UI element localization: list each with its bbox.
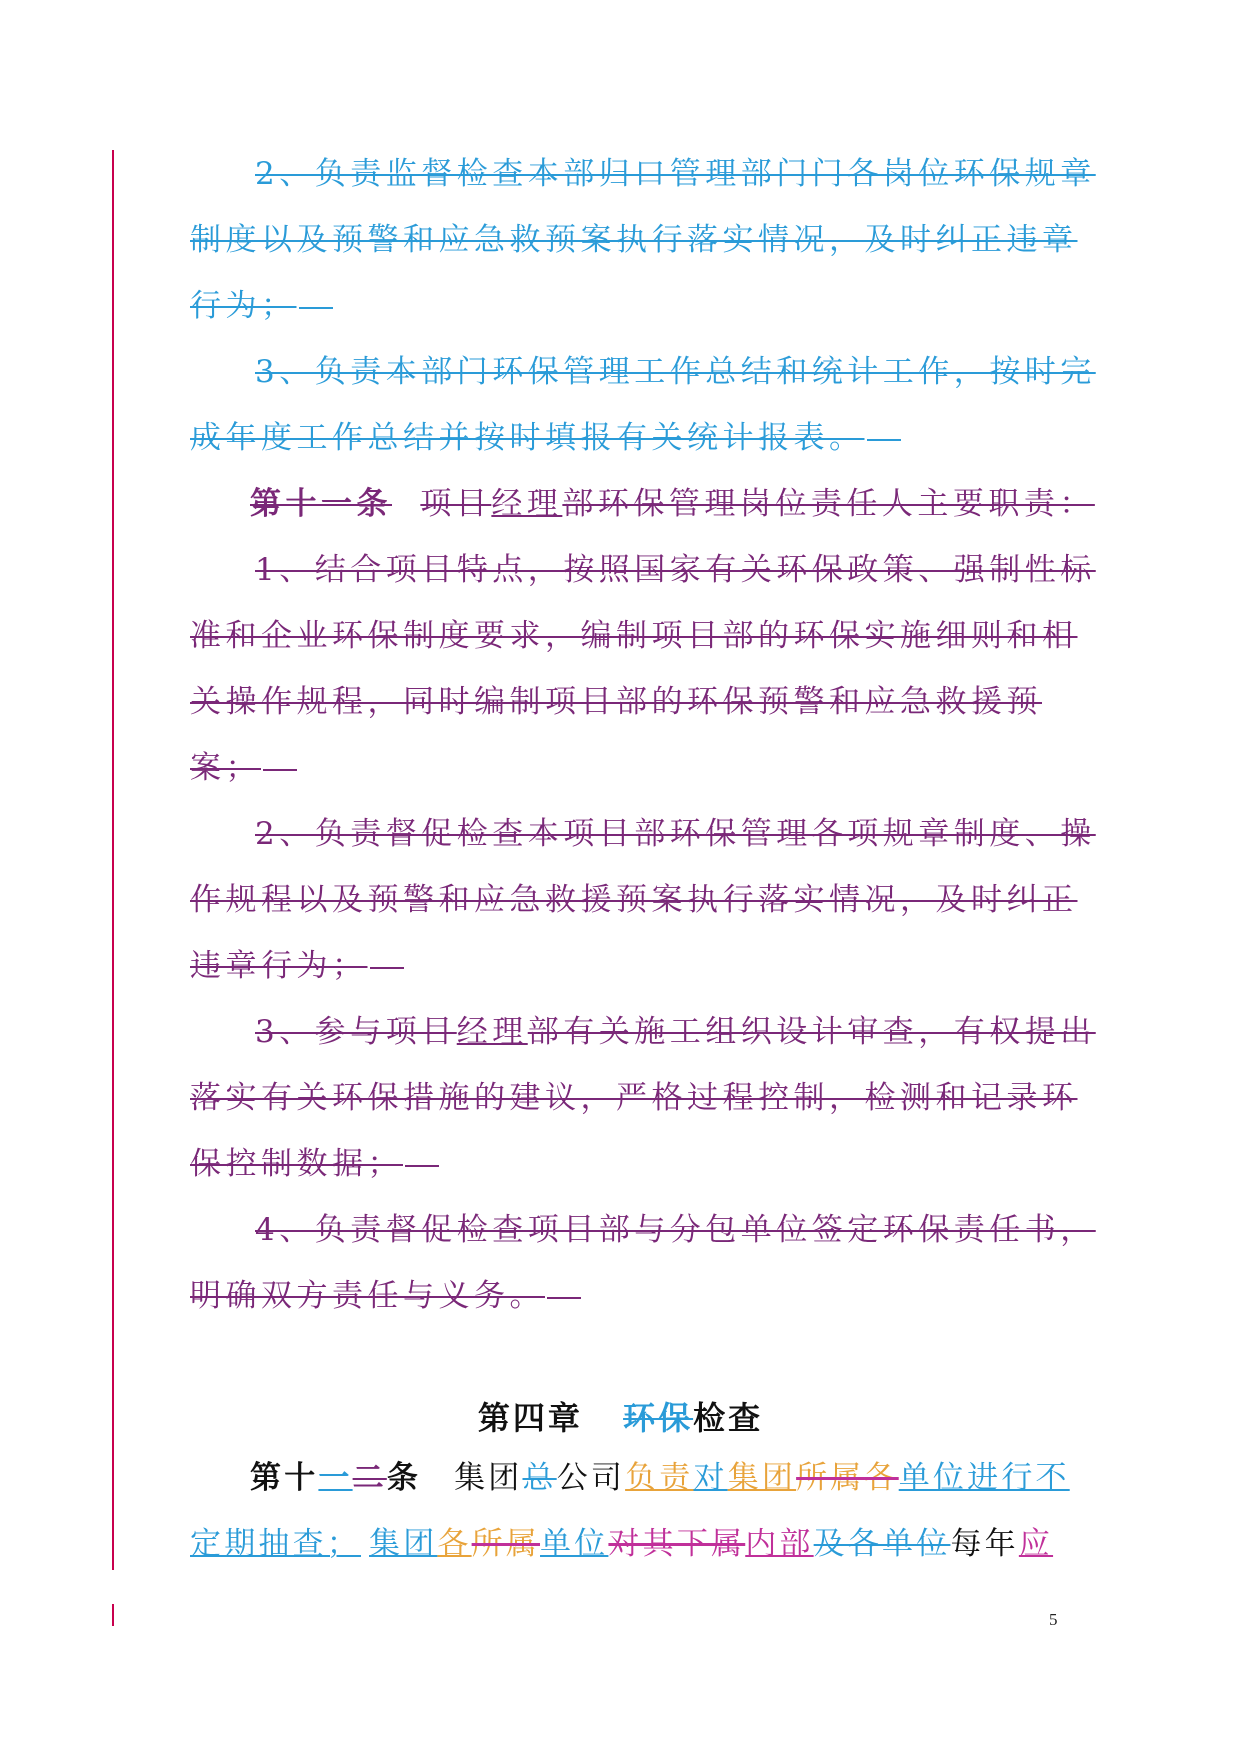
text-span: 一: [318, 1460, 353, 1496]
text-span: 单位: [540, 1526, 609, 1562]
text-span: 作规程以及预警和应急救援预案执行落实情况，及时纠正: [190, 882, 1078, 918]
text-line: [190, 1076, 1078, 1120]
text-line: [255, 548, 1096, 592]
text-line: [190, 680, 1042, 724]
text-span: 项目: [420, 486, 492, 522]
article-11-heading: [250, 482, 1095, 526]
text-span: 案；: [190, 750, 261, 786]
text-span: 公司: [556, 1460, 626, 1496]
text-span: 内部: [745, 1526, 814, 1562]
text-span: 经理: [491, 486, 563, 522]
text-span: 成年度工作总结并按时填报有关统计报表。: [190, 420, 865, 456]
article-number: 第十一条: [250, 486, 392, 522]
text-span: 落实有关环保措施的建议，严格过程控制，检测和记录环: [190, 1080, 1078, 1116]
text-span: 经理: [456, 1014, 528, 1050]
text-span: 制度以及预警和应急救预案执行落实情况，及时纠正违章: [190, 222, 1078, 258]
text-line: [190, 1274, 581, 1318]
text-span: 及各单位: [813, 1526, 951, 1562]
revision-bar: [112, 150, 114, 1570]
text-line: [190, 284, 333, 328]
text-span: 行为；: [190, 288, 297, 324]
text-span: 部环保管理岗位责任人主要职责：: [562, 486, 1095, 522]
text-line: [190, 218, 1078, 262]
text-line: [255, 152, 1096, 196]
text-span: 所属: [796, 1460, 865, 1496]
text-span: 每年: [950, 1526, 1019, 1562]
text-span: 明确双方责任与义务。: [190, 1278, 545, 1314]
text-span: 单位进行不: [898, 1460, 1070, 1496]
text-span: 集团: [727, 1460, 797, 1496]
text-span: 二: [352, 1460, 387, 1496]
strike-tail: [299, 307, 333, 309]
text-span: 应: [1018, 1526, 1054, 1562]
text-span: 第十: [250, 1460, 319, 1496]
strike-tail: [370, 967, 404, 969]
text-span: 违章行为；: [190, 948, 368, 984]
text-span: 准和企业环保制度要求，编制项目部的环保实施细则和相: [190, 618, 1078, 654]
text-span: 总: [522, 1460, 557, 1496]
text-span: 保控制数据；: [190, 1146, 403, 1182]
text-span: 2、负责监督检查本部归口管理部门门各岗位环保规章: [255, 156, 1096, 192]
text-line: [190, 614, 1078, 658]
text-span: 负责: [625, 1460, 694, 1496]
strike-tail: [867, 439, 901, 441]
text-span: 2、负责督促检查本项目部环保管理各项规章制度、操: [255, 816, 1096, 852]
text-span: 集团: [369, 1526, 438, 1562]
text-span: 1、结合项目特点，按照国家有关环保政策、强制性标: [255, 552, 1096, 588]
article-12-line-2: [190, 1522, 1053, 1566]
text-span: 3、参与项目: [255, 1014, 457, 1050]
strike-tail: [263, 769, 297, 771]
article-12-line-1: [250, 1456, 1070, 1500]
chapter-title-deleted: 环保: [623, 1399, 694, 1437]
revision-bar-footer: [112, 1604, 114, 1626]
text-span: 条: [386, 1460, 422, 1496]
text-line: [255, 812, 1096, 856]
text-span: 4、负责督促检查项目部与分包单位签定环保责任书，: [255, 1212, 1096, 1248]
text-line: [190, 944, 404, 988]
chapter-title: 检查: [693, 1399, 764, 1437]
text-line: [255, 1208, 1096, 1252]
text-span: 关操作规程，同时编制项目部的环保预警和应急救援预: [190, 684, 1042, 720]
page-number: 5: [1049, 1610, 1058, 1629]
text-line: [190, 746, 297, 790]
text-line: [190, 416, 901, 460]
text-span: 各: [864, 1460, 899, 1496]
chapter-heading: [0, 1393, 1241, 1439]
text-span: 集团: [454, 1460, 523, 1496]
text-span: 3、负责本部门环保管理工作总结和统计工作，按时完: [255, 354, 1096, 390]
strike-tail: [405, 1165, 439, 1167]
text-line: [255, 1010, 1096, 1054]
text-line: [255, 350, 1096, 394]
text-span: 部有关施工组织设计审查，有权提出: [527, 1014, 1096, 1050]
text-line: [190, 878, 1078, 922]
text-span: 所属: [471, 1526, 541, 1562]
chapter-number: 第四章: [477, 1399, 583, 1437]
text-span: 对其下属: [608, 1526, 746, 1562]
text-span: 对: [693, 1460, 728, 1496]
text-line: [190, 1142, 439, 1186]
strike-tail: [547, 1297, 581, 1299]
text-span: 各: [437, 1526, 472, 1562]
text-span: 定期抽查；: [190, 1526, 361, 1562]
